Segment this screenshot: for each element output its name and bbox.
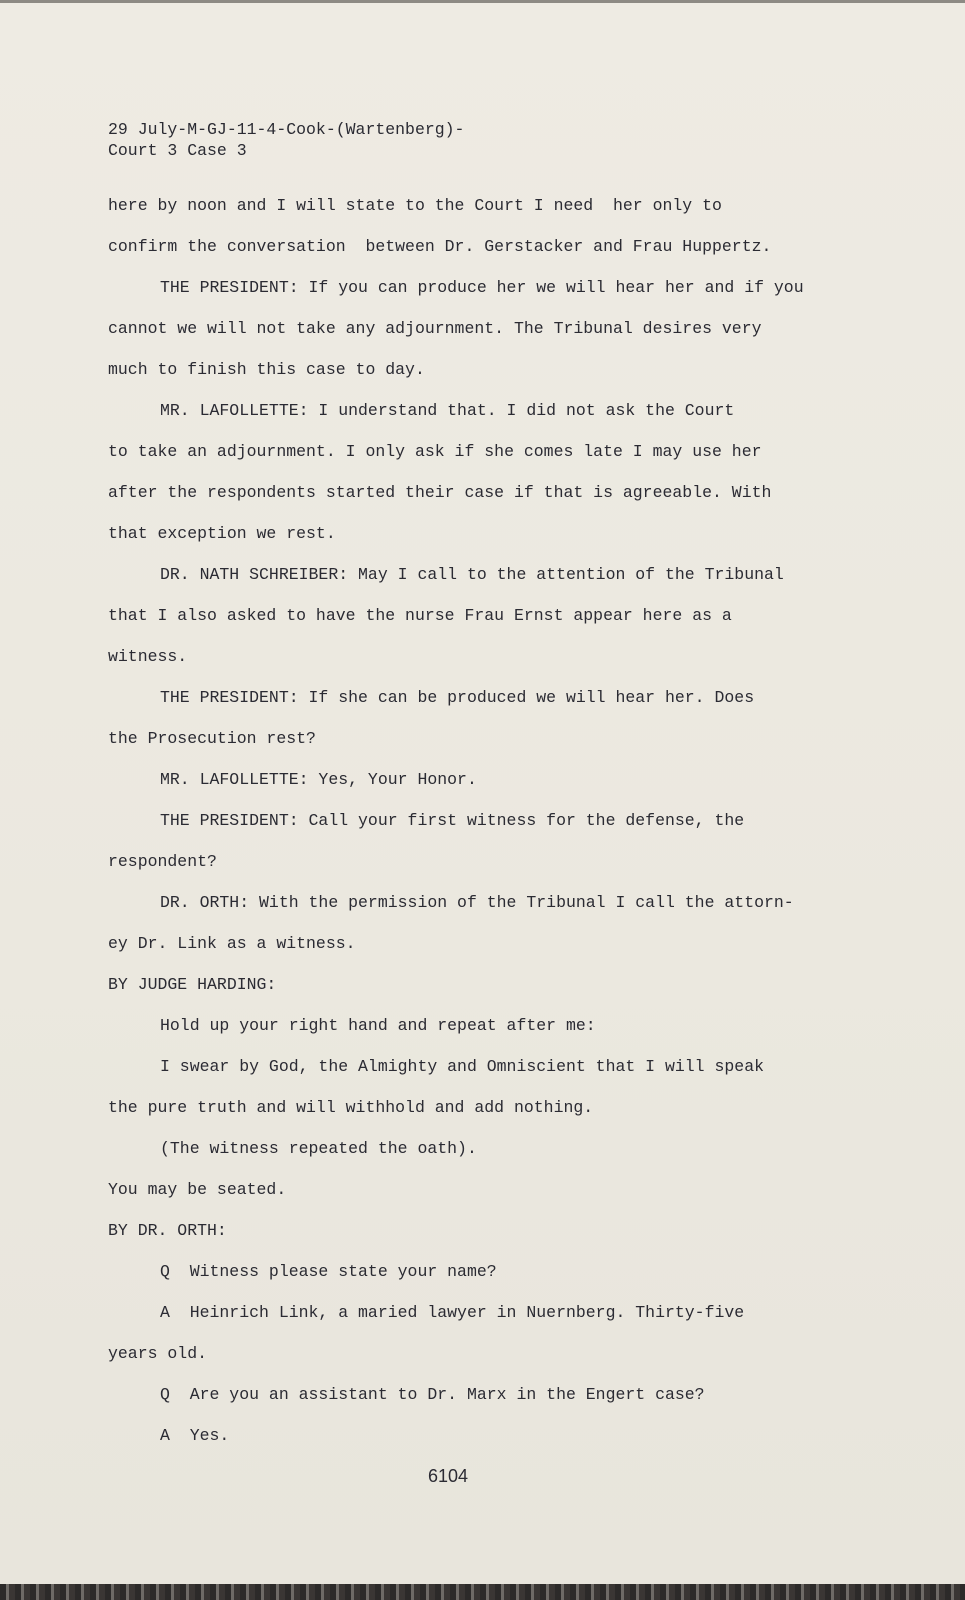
transcript-line: witness. [108,647,188,666]
transcript-line: BY DR. ORTH: [108,1221,227,1240]
header-line-2: Court 3 Case 3 [108,141,247,160]
transcript-line: BY JUDGE HARDING: [108,975,277,994]
transcript-line: the Prosecution rest? [108,729,316,748]
transcript-line: THE PRESIDENT: If you can produce her we will hear her and if you [160,278,804,297]
header-line-1: 29 July-M-GJ-11-4-Cook-(Wartenberg)- [108,120,465,139]
transcript-line: You may be seated. [108,1180,287,1199]
transcript-line: the pure truth and will withhold and add nothing. [108,1098,594,1117]
page-number: 6104 [428,1466,469,1486]
transcript-line: Q Witness please state your name? [160,1262,497,1281]
transcript-line: that I also asked to have the nurse Frau Ernst appear here as a [108,606,732,625]
transcript-line: I swear by God, the Almighty and Omniscient that I will speak [160,1057,764,1076]
transcript-line: here by noon and I will state to the Court I need her only to [108,196,722,215]
transcript-line: respondent? [108,852,217,871]
transcript-line: Q Are you an assistant to Dr. Marx in the Engert case? [160,1385,705,1404]
transcript-line: A Heinrich Link, a maried lawyer in Nuernberg. Thirty-five [160,1303,745,1322]
transcript-line: MR. LAFOLLETTE: Yes, Your Honor. [160,770,477,789]
transcript-line: THE PRESIDENT: Call your first witness for the defense, the [160,811,745,830]
transcript-line: DR. NATH SCHREIBER: May I call to the attention of the Tribunal [160,565,784,584]
transcript-line: after the respondents started their case if that is agreeable. With [108,483,772,502]
transcript-line: ey Dr. Link as a witness. [108,934,356,953]
transcript-line: A Yes. [160,1426,230,1445]
transcript-line: confirm the conversation between Dr. Gerstacker and Frau Huppertz. [108,237,772,256]
document-header [108,119,464,161]
transcript-line: THE PRESIDENT: If she can be produced we will hear her. Does [160,688,755,707]
transcript-line: that exception we rest. [108,524,336,543]
transcript-page [0,3,965,1584]
transcript-line: (The witness repeated the oath). [160,1139,477,1158]
transcript-line: to take an adjournment. I only ask if she comes late I may use her [108,442,762,461]
transcript-line: much to finish this case to day. [108,360,425,379]
transcript-line: years old. [108,1344,208,1363]
transcript-line: Hold up your right hand and repeat after me: [160,1016,596,1035]
transcript-line: cannot we will not take any adjournment. The Tribunal desires very [108,319,762,338]
transcript-line: DR. ORTH: With the permission of the Tribunal I call the attorn- [160,893,794,912]
page-bottom-edge [0,1584,965,1600]
transcript-line: MR. LAFOLLETTE: I understand that. I did not ask the Court [160,401,735,420]
